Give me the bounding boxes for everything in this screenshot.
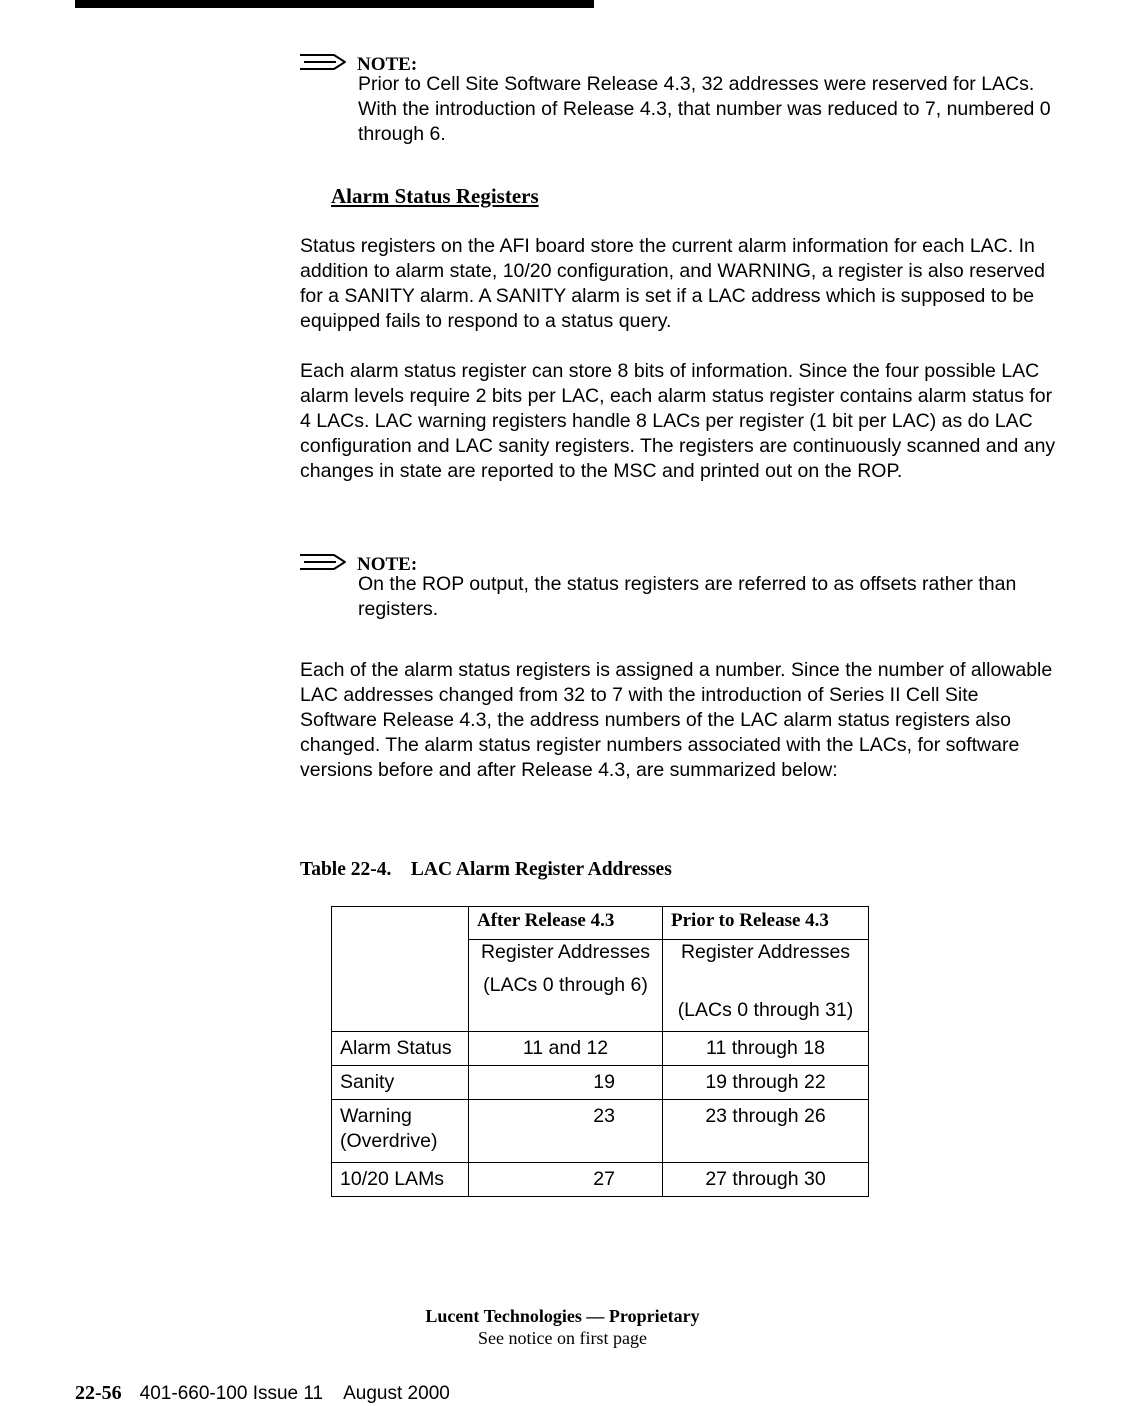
subheader-prior [663, 940, 869, 1032]
register-address-table [331, 906, 869, 1197]
table-caption-number: Table 22-4. [300, 859, 392, 880]
col-header-after: After Release 4.3 [469, 907, 663, 940]
row-after-value: 11 and 12 [469, 1032, 663, 1066]
note-label: NOTE: [357, 54, 418, 75]
row-label: Alarm Status [332, 1032, 469, 1066]
row-prior-value: 19 through 22 [663, 1066, 869, 1100]
row-after-value: 19 [469, 1066, 663, 1100]
note-label: NOTE: [357, 554, 418, 575]
note-text: Prior to Cell Site Software Release 4.3, 32 addresses were reserved for LACs. With the introduction of Release 4.3, that number was reduced to 7, numbered 0 through 6. [358, 73, 1051, 145]
row-after-value: 27 [469, 1163, 663, 1197]
table-caption-title: LAC Alarm Register Addresses [410, 859, 672, 880]
page-footer [75, 1381, 450, 1406]
paragraph-register-bits: Each alarm status register can store 8 bits of information. Since the four possible LAC alarm levels require 2 bits per LAC, each alarm status register contains alarm status for 4 LACs. LAC warning registers handle 8 LACs per register (1 bit per LAC) as do LAC configuration and LAC sanity registers. The registers are continuously scanned and any changes in state are reported to the MSC and printed out on the ROP. [300, 360, 1056, 482]
table-row [332, 1066, 869, 1100]
table-row [332, 1032, 869, 1066]
footer-proprietary: Lucent Technologies — Proprietary [425, 1306, 700, 1326]
row-prior-value: 27 through 30 [663, 1163, 869, 1197]
row-label: Sanity [332, 1066, 469, 1100]
table-corner-cell [332, 907, 469, 1032]
subheader-after-line1: Register Addresses [480, 941, 651, 963]
issue-date: August 2000 [343, 1383, 450, 1404]
table-row [332, 1163, 869, 1197]
subheader-after-line2: (LACs 0 through 6) [483, 974, 648, 996]
table-row [332, 1100, 869, 1163]
row-after-value: 23 [469, 1100, 663, 1163]
footer-notice: See notice on first page [478, 1328, 647, 1348]
note-arrow-icon [300, 54, 346, 70]
row-prior-value: 11 through 18 [663, 1032, 869, 1066]
document-number: 401-660-100 Issue 11 [139, 1383, 324, 1404]
page-number: 22-56 [75, 1382, 122, 1404]
row-label: 10/20 LAMs [332, 1163, 469, 1197]
note-text: On the ROP output, the status registers are referred to as offsets rather than registers. [358, 573, 1017, 620]
header-rule [75, 0, 594, 8]
paragraph-register-numbers: Each of the alarm status registers is assigned a number. Since the number of allowable LAC addresses changed from 32 to 7 with the introduction of Series II Cell Site Software Release 4.3, the address numbers of the LAC alarm status registers also changed. The alarm status register numbers associated with the LACs, for software versions before and after Release 4.3, are summarized below: [300, 659, 1053, 781]
subheader-after [469, 940, 663, 1032]
subheader-prior-line2: (LACs 0 through 31) [677, 999, 854, 1021]
paragraph-status-registers: Status registers on the AFI board store the current alarm information for each LAC. In addition to alarm state, 10/20 configuration, and WARNING, a register is also reserved for a SANITY alarm. A SANITY alarm is set if a LAC address which is supposed to be equipped fails to respond to a status query. [300, 235, 1045, 332]
section-heading: Alarm Status Registers [331, 184, 539, 208]
subheader-prior-line1: Register Addresses [680, 941, 851, 963]
col-header-prior: Prior to Release 4.3 [663, 907, 869, 940]
table-header-row [332, 907, 869, 940]
table-caption [300, 858, 672, 882]
note-arrow-icon [300, 554, 346, 570]
row-label: Warning (Overdrive) [332, 1100, 469, 1163]
row-prior-value: 23 through 26 [663, 1100, 869, 1163]
